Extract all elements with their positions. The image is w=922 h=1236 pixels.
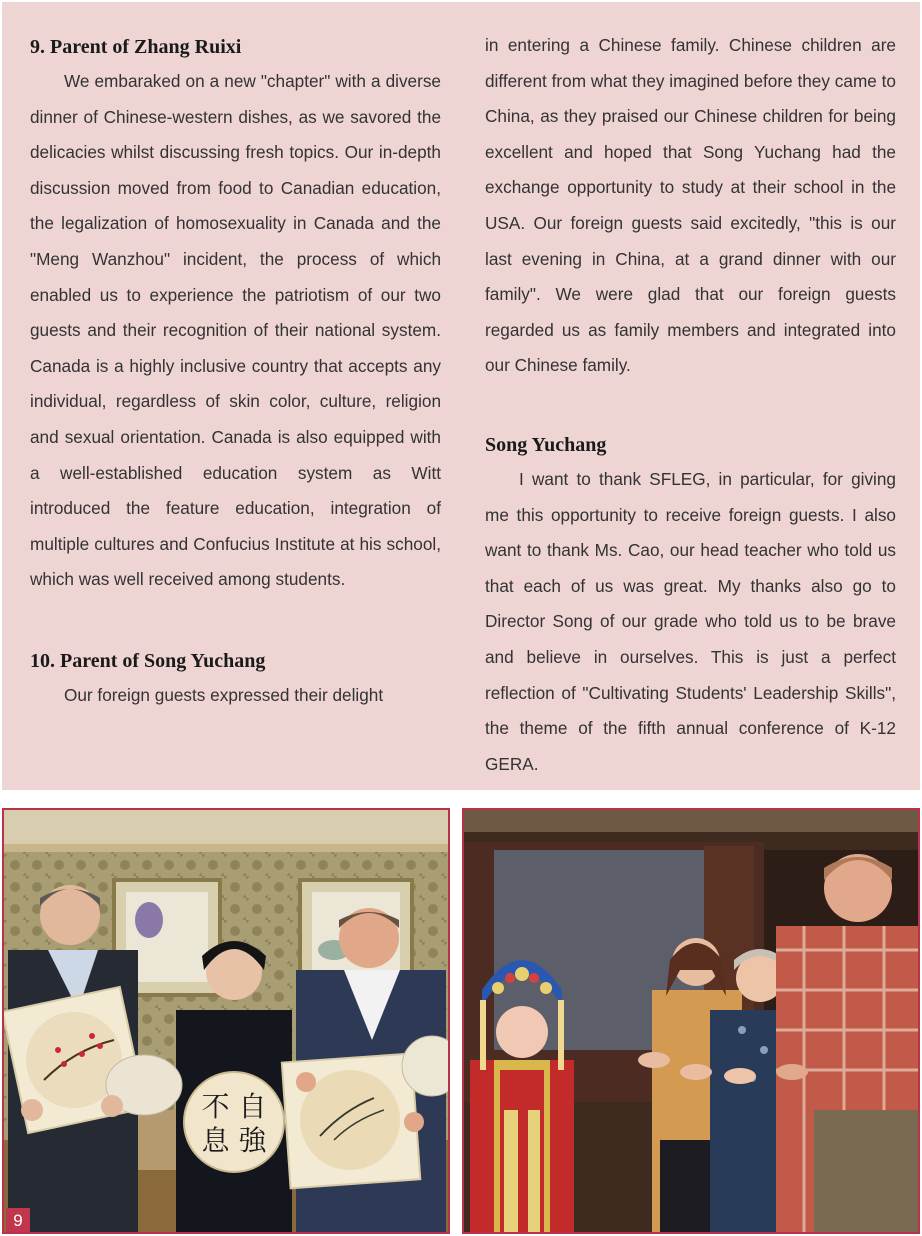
section-10-body-continued: in entering a Chinese family. Chinese children are different from what they imagined before they came to China, as they praised our Chinese children for being excellent and hoped that Song Yuchang had the exchange opportunity to study at their school in the USA. Our foreign guests said excitedly, "this is our last evening in China, at a grand dinner with our family". We were glad that our foreign guests regarded us as family members and integrated into our Chinese family. [485,35,896,376]
section-9-heading: 9. Parent of Zhang Ruixi [30,36,242,58]
section-10-heading: 10. Parent of Song Yuchang [30,649,266,672]
section-10-body-start: Our foreign guests expressed their delight [64,684,384,705]
calligraphy-line-2: 息 強 [201,1124,267,1157]
left-column [30,34,441,714]
song-yuchang-body: I want to thank SFLEG, in particular, for giving me this opportunity to receive foreign guests. I also want to thank Ms. Cao, our head teacher who told us that each of us was great. My thanks also go to Director Song of our grade who told us to be brave and believe in ourselves. This is just a perfect reflection of "Cultivating Students' Leadership Skills", the theme of the fifth annual conference of K-12 GERA. [485,468,896,774]
right-column [485,28,896,782]
photo-opera-scene [464,810,918,1232]
section-spacer [485,384,896,432]
calligraphy-line-1: 不 自 [201,1090,267,1123]
article-text-panel [2,2,920,790]
photo-calligraphy-scene [4,810,448,1232]
section-spacer [30,598,441,648]
song-yuchang-heading: Song Yuchang [485,433,607,456]
page-number: 9 [6,1208,30,1234]
section-9-body: We embaraked on a new "chapter" with a diverse dinner of Chinese-western dishes, as we savored the delicacies whilst discussing fresh topics. Our in-depth discussion moved from food to Canadian education, the legalization of homosexuality in Canada and the "Meng Wanzhou" incident, the process of which enabled us to experience the patriotism of our two guests and their recognition of their national system. Canada is a highly inclusive country that accepts any individual, regardless of skin color, culture, religion and sexual orientation. Canada is also equipped with a well-established education system as Witt introduced the feature education, integration of multiple cultures and Confucius Institute at his school, which was well received among students. [30,71,441,590]
photo-opera-performance [462,808,920,1234]
photo-calligraphy-gifts [2,808,450,1234]
